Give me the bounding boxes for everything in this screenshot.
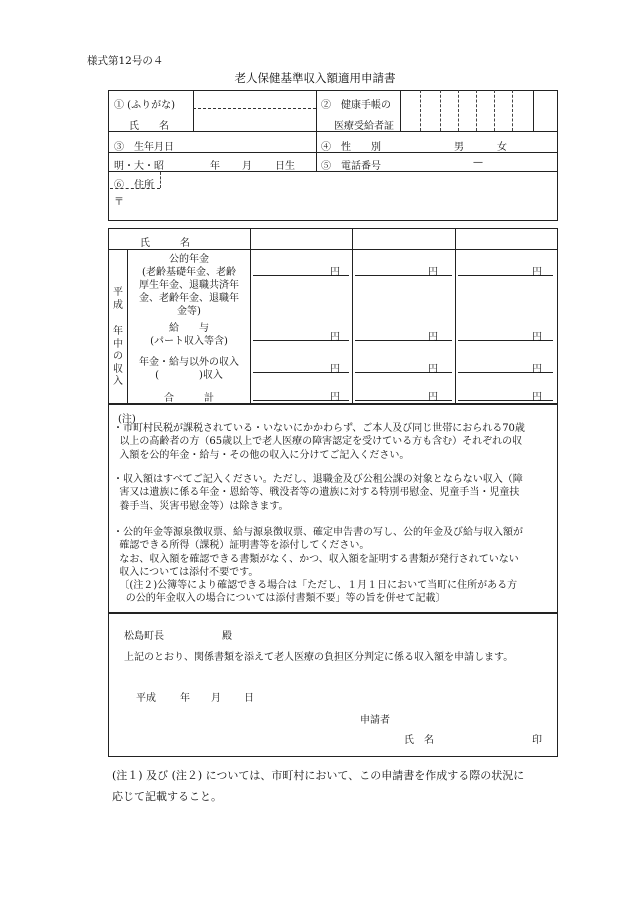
birth-month-label: 月 <box>242 161 252 172</box>
date-year-label: 年 <box>180 693 190 704</box>
furigana-field[interactable] <box>196 93 314 107</box>
notes-heading: (注) <box>118 414 136 425</box>
address-label: ⑥ 住所 <box>114 180 154 191</box>
postal-mark: 〒 <box>114 197 124 208</box>
income-pension-amount-col-1[interactable] <box>253 262 328 274</box>
footer-note: (注１) 及び (注２) については、市町村において、この申請書を作成する際の状況に 応じて記載すること。 <box>112 769 525 803</box>
name-label: 氏 名 <box>129 121 169 132</box>
application-statement: 上記のとおり、関係書類を添えて老人医療の負担区分判定に係る収入額を申請します。 <box>124 652 514 663</box>
applicant-name-field[interactable] <box>440 727 528 745</box>
income-pension-amount-col-2[interactable] <box>355 262 426 274</box>
applicant-label: 申請者 <box>360 715 390 726</box>
income-side-label-era: 平成 <box>113 287 123 311</box>
income-row-pension-label: 公的年金 (老齢基礎年金、老齢 厚生年金、退職共済年 金、老齢年金、退職年 金等) <box>139 254 239 317</box>
income-pension-amount-col-3[interactable] <box>458 262 530 274</box>
income-side-label-year: 年中の収入 <box>113 326 123 387</box>
yen-unit-label: 円 <box>532 392 542 403</box>
birth-year-label: 年 <box>210 161 220 172</box>
furigana-label: ① (ふりがな) <box>114 100 175 111</box>
honorific: 殿 <box>222 631 232 642</box>
yen-unit-label: 円 <box>330 267 340 278</box>
date-day-label: 日 <box>244 693 254 704</box>
income-row-salary-label: 給 与 (パート収入等含) <box>150 323 228 347</box>
income-salary-amount-col-3[interactable] <box>458 327 530 339</box>
sex-male-option[interactable]: 男 <box>454 142 464 153</box>
yen-unit-label: 円 <box>428 392 438 403</box>
income-other-amount-col-3[interactable] <box>458 359 530 371</box>
yen-unit-label: 円 <box>428 364 438 375</box>
form-number: 様式第12号の４ <box>87 55 164 67</box>
yen-unit-label: 円 <box>532 364 542 375</box>
income-name-col-2[interactable] <box>354 230 453 248</box>
yen-unit-label: 円 <box>330 364 340 375</box>
note-item-3: ・公的年金等源泉徴収票、給与源泉徴収票、確定申告書の写し、公的年金及び給与収入額が 確認できる所得（課税）証明書等を添付してください。 なお、収入額を確認できる書類がなく、かつ、収入額を証明する書類が発行されていない 収入については添付不要です。 〔(注２)公簿等により確認できる場合は「ただし、１月１日において当町に住所がある方 の公的年金収入の場合については添付書類不要」等の旨を併せて記載〕 <box>113 527 523 605</box>
income-total-amount-col-1[interactable] <box>253 387 328 399</box>
income-other-amount-col-2[interactable] <box>355 359 426 371</box>
sex-label: ④ 性 別 <box>321 142 381 153</box>
name-field[interactable] <box>196 111 314 129</box>
income-salary-amount-col-1[interactable] <box>253 327 328 339</box>
application-date-field[interactable] <box>160 685 255 703</box>
income-row-total-label: 合 計 <box>164 393 214 404</box>
income-row-other-label: 年金・給与以外の収入 ( )収入 <box>139 357 239 381</box>
insurance-number-field[interactable] <box>402 92 532 129</box>
applicant-name-label: 氏 名 <box>404 735 434 746</box>
birth-label: ③ 生年月日 <box>114 142 174 153</box>
seal-mark: 印 <box>532 735 542 746</box>
yen-unit-label: 円 <box>330 392 340 403</box>
yen-unit-label: 円 <box>330 332 340 343</box>
note-item-1: ・市町村民税が課税されている・いないにかかわらず、ご本人及び同じ世帯におられる70歳 以上の高齢者の方（65歳以上で老人医療の障害認定を受けている方も含む）それぞれの収 入額を公的年金・給与・その他の収入に分けてご記入ください。 <box>113 423 525 461</box>
yen-unit-label: 円 <box>532 332 542 343</box>
date-month-label: 月 <box>211 693 221 704</box>
birth-date-field[interactable] <box>165 153 313 170</box>
income-name-col-1[interactable] <box>252 230 350 248</box>
income-name-col-3[interactable] <box>457 230 556 248</box>
income-total-amount-col-3[interactable] <box>458 387 530 399</box>
insurance-label-1: ② 健康手帳の <box>321 100 391 111</box>
income-name-header: 氏 名 <box>140 238 190 249</box>
yen-unit-label: 円 <box>532 267 542 278</box>
income-salary-amount-col-2[interactable] <box>355 327 426 339</box>
address-field[interactable] <box>126 190 554 218</box>
yen-unit-label: 円 <box>428 267 438 278</box>
insurance-label-2: 医療受給者証 <box>334 121 394 132</box>
birth-day-label: 日生 <box>275 161 295 172</box>
page-title: 老人保健基準収入額適用申請書 <box>234 71 396 85</box>
phone-separator: — <box>473 157 483 168</box>
income-other-amount-col-1[interactable] <box>253 359 328 371</box>
sex-female-option[interactable]: 女 <box>497 142 507 153</box>
yen-unit-label: 円 <box>428 332 438 343</box>
birth-era: 明・大・昭 <box>114 161 164 172</box>
addressee: 松島町長 <box>124 631 164 642</box>
phone-label: ⑤ 電話番号 <box>321 161 381 172</box>
phone-field[interactable] <box>400 153 555 170</box>
date-era: 平成 <box>136 693 156 704</box>
note-item-2: ・収入額はすべてご記入ください。ただし、退職金及び公租公課の対象とならない収入（障 害又は遺族に係る年金・恩給等、戦没者等の遺族に対する特別弔慰金、児童手当・児童扶 養手当、災害弔慰金等）は除きます。 <box>113 474 523 512</box>
income-total-amount-col-2[interactable] <box>355 387 426 399</box>
